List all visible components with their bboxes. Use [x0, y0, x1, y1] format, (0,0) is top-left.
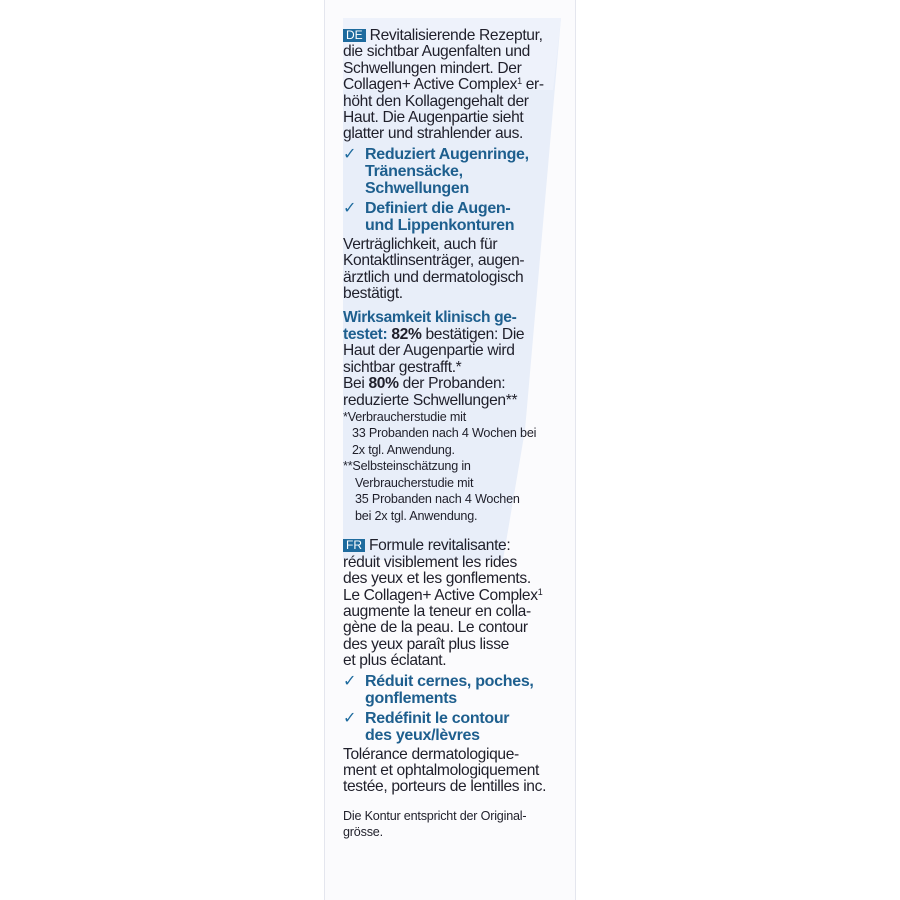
- de-footnote-1: *Verbraucherstudie mit 33 Probanden nach 4 Wochen bei 2x tgl. Anwendung.: [343, 409, 537, 457]
- product-text-panel: [324, 0, 576, 900]
- fr-tolerance: Tolérance dermatologique- ment et ophtalmologiquement testée, porteurs de lentilles inc.: [343, 745, 547, 796]
- de-footnote-2: **Selbsteinschätzung in Verbraucherstudie mit 35 Probanden nach 4 Wochen bei 2x tgl. Anwendung.: [343, 459, 520, 523]
- de-tolerance: Verträglichkeit, auch für Kontaktlinsenträger, augen- ärztlich und dermatologisch bestätigt.: [343, 235, 525, 303]
- de-efficacy: Wirksamkeit klinisch ge- testet: 82% bestätigen: Die Haut der Augenpartie wird sichtbar gestrafft.* Bei 80% der Probanden: reduzierte Schwellungen**: [343, 309, 525, 409]
- check-icon: ✓: [343, 199, 357, 217]
- check-icon: ✓: [343, 145, 357, 163]
- contour-note: Die Kontur entspricht der Original- grösse.: [343, 808, 527, 840]
- fr-intro: FR Formule revitalisante: réduit visiblement les rides des yeux et les gonflements. Le Collagen+ Active Complex$^1$ augmente la teneur en colla- gène de la peau. Le contour des yeux paraît plus lisse et plus éclatant.: [343, 537, 543, 670]
- de-benefit-1: ✓ Reduziert Augenringe, Tränensäcke, Schwellungen: [343, 145, 529, 197]
- fr-language-tag: FR: [343, 539, 365, 552]
- de-benefit-2: ✓ Definiert die Augen- und Lippenkonturen: [343, 199, 515, 234]
- fr-benefit-2: ✓ Redéfinit le contour des yeux/lèvres: [343, 709, 510, 744]
- product-description: [343, 28, 575, 841]
- fr-benefit-1: ✓ Réduit cernes, poches, gonflements: [343, 672, 534, 707]
- check-icon: ✓: [343, 709, 357, 727]
- de-language-tag: DE: [343, 29, 366, 42]
- check-icon: ✓: [343, 672, 357, 690]
- de-intro: DE Revitalisierende Rezeptur, die sichtbar Augenfalten und Schwellungen mindert. Der Collagen+ Active Complex$^1$ er- höht den Kollagengehalt der Haut. Die Augenpartie sieht glatter und strahlender aus.: [343, 27, 544, 143]
